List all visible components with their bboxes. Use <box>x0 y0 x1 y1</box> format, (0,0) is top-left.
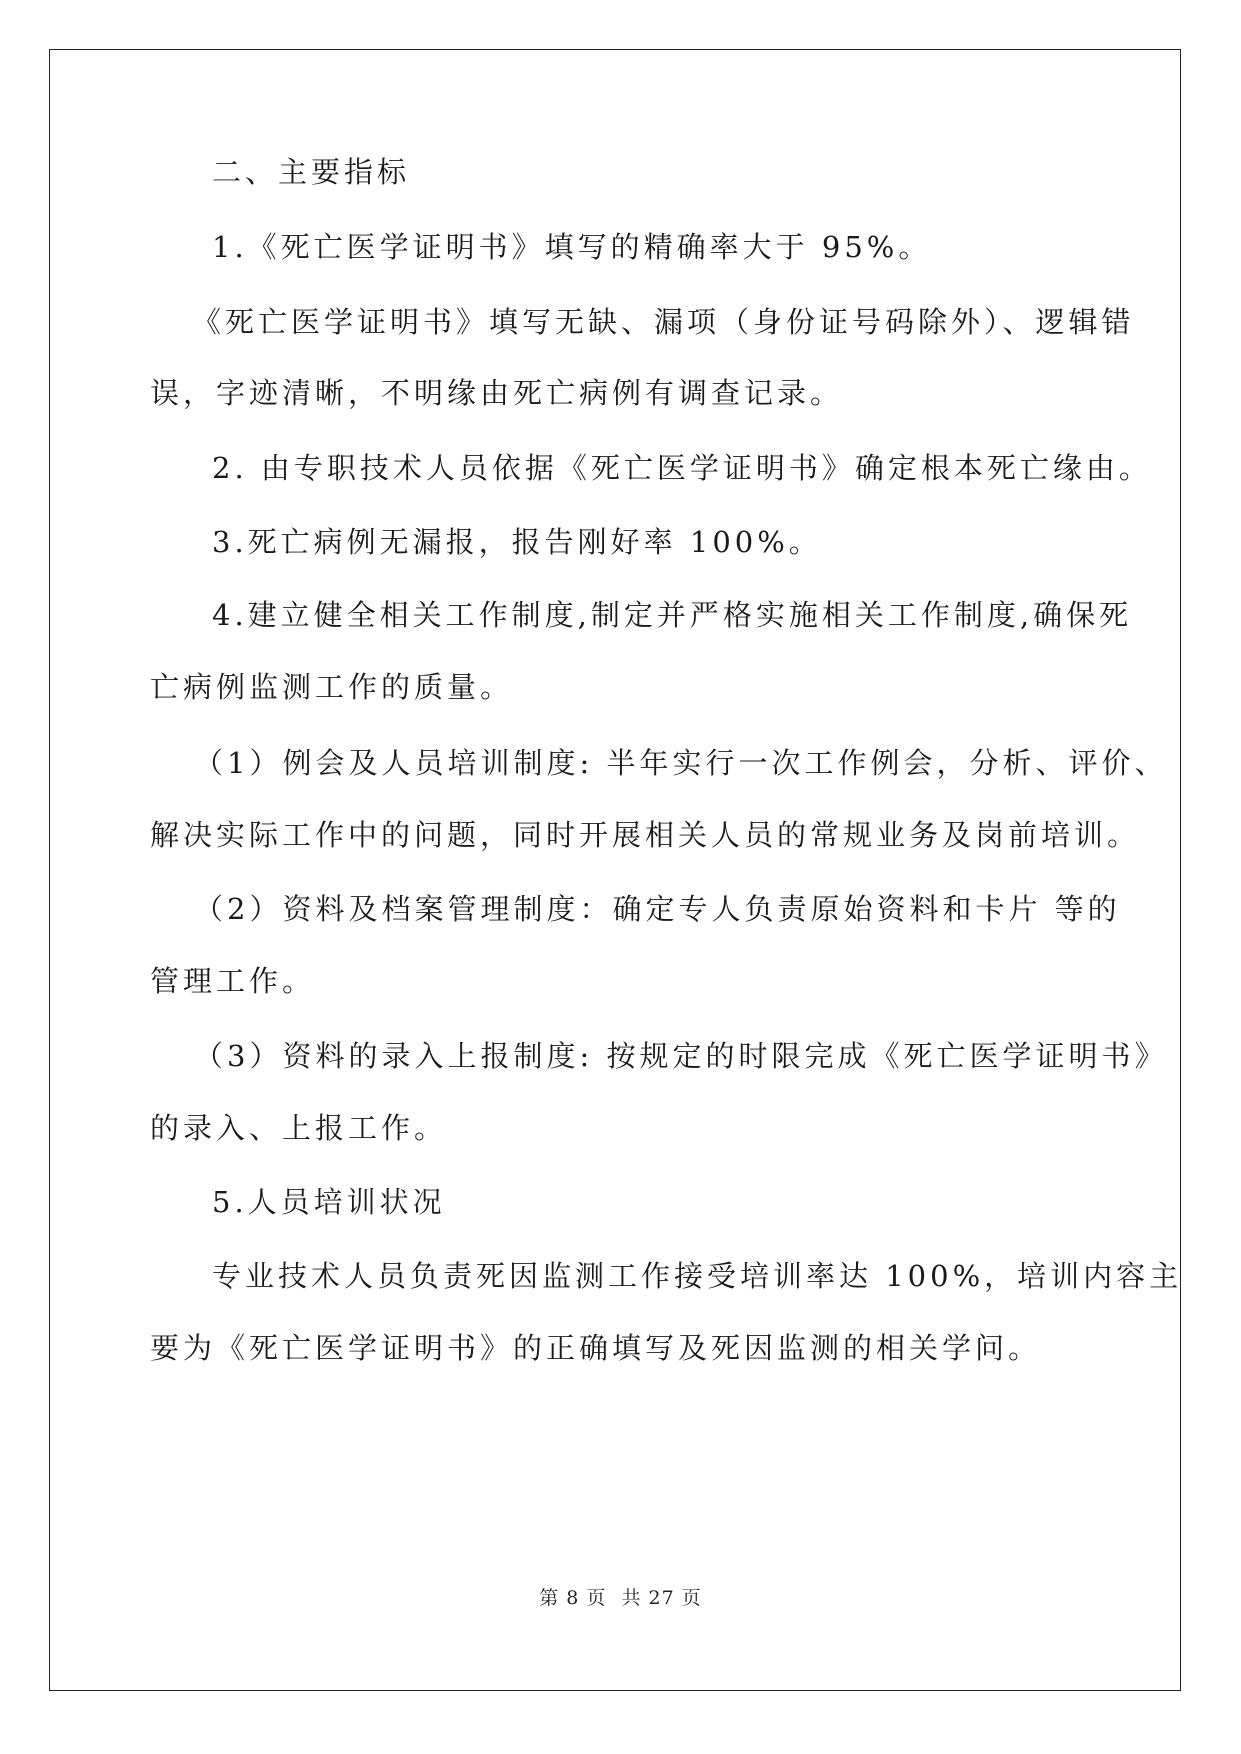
paragraph-line: 亡病例监测工作的质量。 <box>150 670 514 704</box>
paragraph-line: 3.死亡病例无漏报，报告刚好率 100%。 <box>212 525 822 559</box>
paragraph-line: 4.建立健全相关工作制度,制定并严格实施相关工作制度,确保死 <box>212 598 1133 632</box>
paragraph-line: （3）资料的录入上报制度: 按规定的时限完成《死亡医学证明书》 <box>194 1039 1168 1073</box>
page-total: 共 27 页 <box>621 1587 702 1609</box>
paragraph-line: 2. 由专职技术人员依据《死亡医学证明书》确定根本死亡缘由。 <box>212 451 1152 485</box>
paragraph-line: 1.《死亡医学证明书》填写的精确率大于 95%。 <box>212 230 932 264</box>
page-footer <box>0 1583 1241 1610</box>
page-number: 第 8 页 <box>539 1587 607 1609</box>
paragraph-line: 误，字迹清晰，不明缘由死亡病例有调查记录。 <box>150 376 844 410</box>
paragraph-line: （1）例会及人员培训制度: 半年实行一次工作例会，分析、评价、 <box>194 746 1168 780</box>
paragraph-line: 管理工作。 <box>150 964 316 998</box>
paragraph-line: 《死亡医学证明书》填写无缺、漏项（身份证号码除外）、逻辑错 <box>192 305 1135 339</box>
paragraph-line: 要为《死亡医学证明书》的正确填写及死因监测的相关学问。 <box>150 1331 1042 1365</box>
paragraph-line: 的录入、上报工作。 <box>150 1111 448 1145</box>
page-border <box>49 49 1181 1691</box>
section-heading: 二、主要指标 <box>212 155 411 189</box>
paragraph-line: 5.人员培训状况 <box>212 1185 446 1219</box>
paragraph-line: 专业技术人员负责死因监测工作接受培训率达 100%，培训内容主 <box>212 1259 1183 1293</box>
paragraph-line: （2）资料及档案管理制度：确定专人负责原始资料和卡片 等的 <box>194 892 1121 926</box>
paragraph-line: 解决实际工作中的问题，同时开展相关人员的常规业务及岗前培训。 <box>150 818 1141 852</box>
